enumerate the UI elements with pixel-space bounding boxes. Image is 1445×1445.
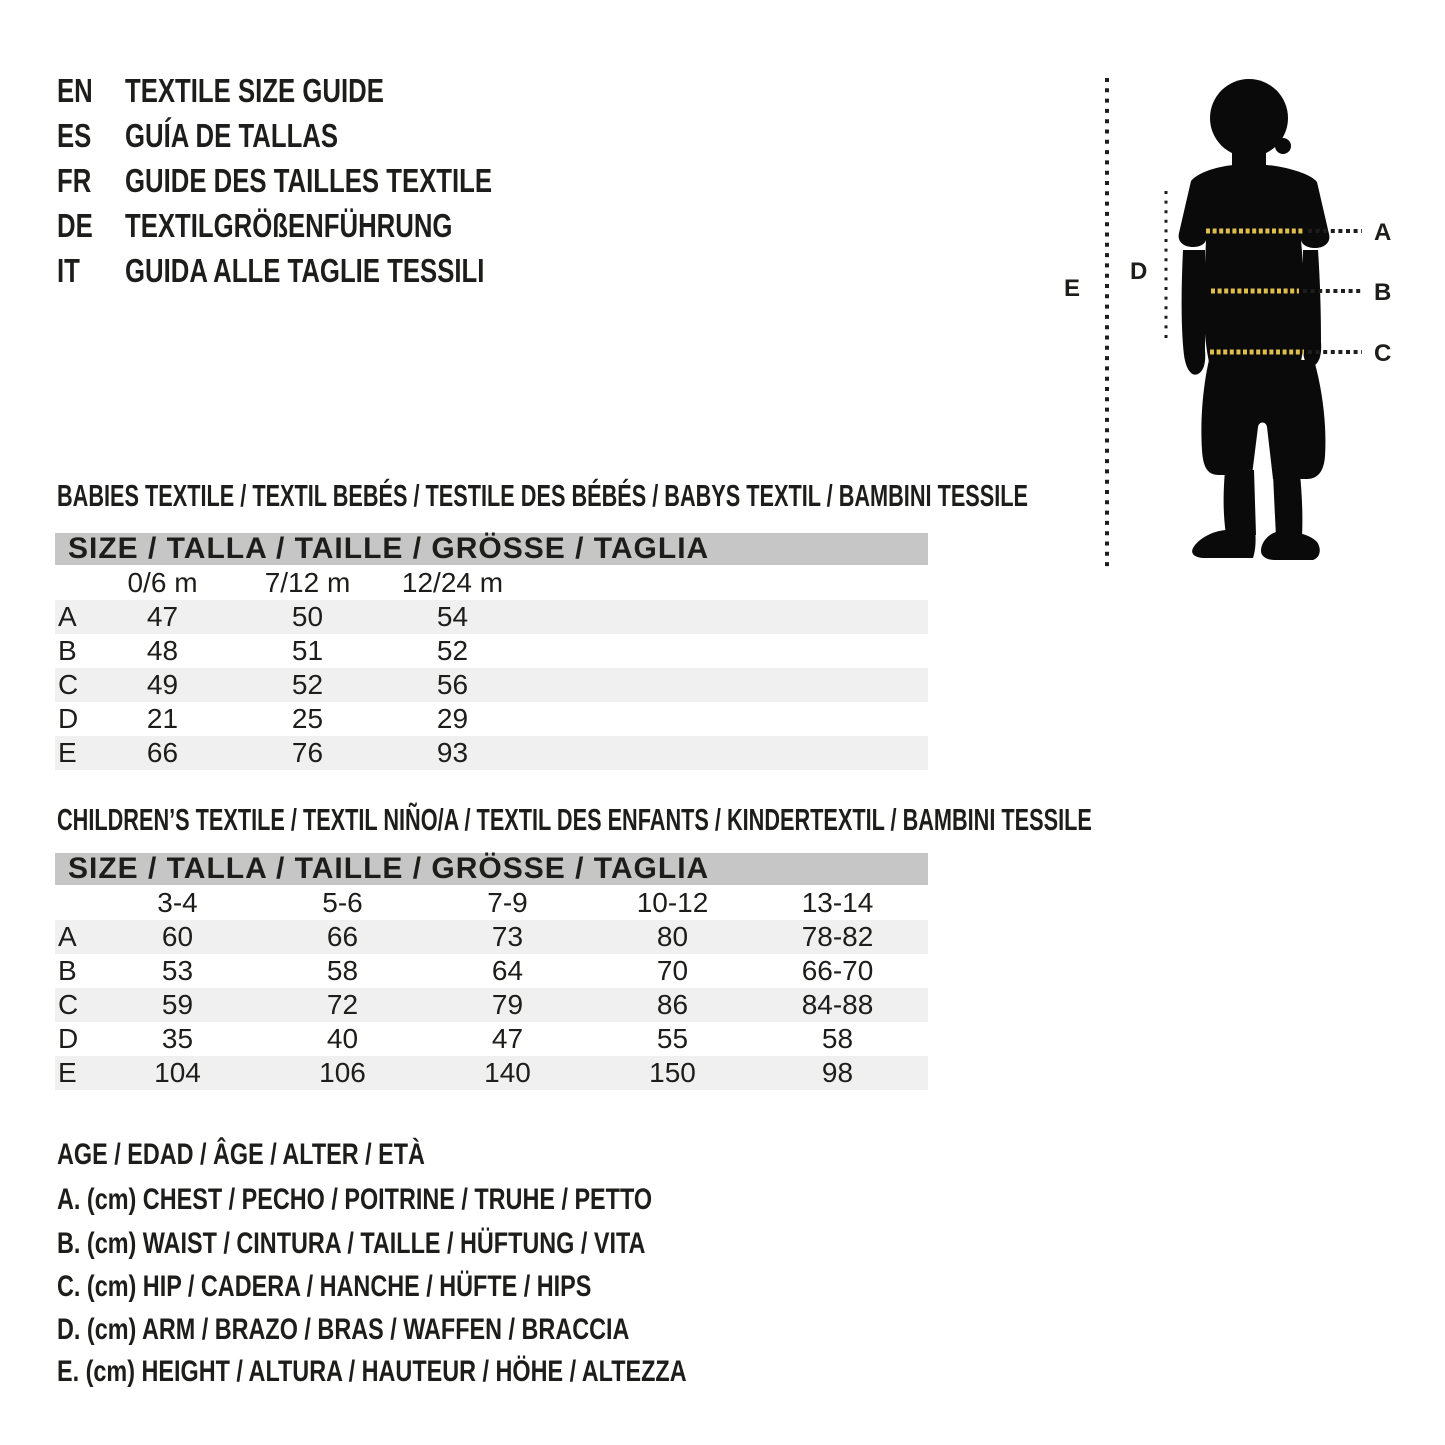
children-size-table	[55, 853, 928, 1090]
table-cell: 56	[436, 669, 469, 700]
column-header: 10-12	[636, 886, 709, 918]
table-cell: 98	[821, 1057, 854, 1088]
legend-item-arm	[57, 1312, 791, 1348]
table-cell: 66	[146, 737, 179, 768]
figure-label-b: B	[1374, 279, 1392, 306]
figure-label-d: D	[1130, 258, 1148, 285]
table-cell: 48	[146, 635, 179, 666]
table-cell: 70	[656, 955, 689, 986]
row-label: D	[58, 703, 79, 734]
row-label: C	[58, 989, 79, 1020]
table-cell: 40	[326, 1023, 359, 1054]
row-label: A	[58, 601, 77, 632]
table-cell: 66-70	[801, 955, 874, 986]
row-label: D	[58, 1023, 79, 1054]
column-header: 7-9	[487, 886, 528, 918]
legend-text: AGE / EDAD / ÂGE / ALTER / ETÀ	[57, 1138, 425, 1171]
table-cell: 47	[146, 601, 179, 632]
column-header: 12/24 m	[401, 566, 504, 598]
table-cell: 79	[491, 989, 524, 1020]
legend-item-waist	[57, 1226, 811, 1262]
table-column-header-row	[55, 565, 928, 600]
table-cell: 25	[291, 703, 324, 734]
table-cell: 21	[146, 703, 179, 734]
table-header-bar	[55, 533, 928, 565]
table-cell: 29	[436, 703, 469, 734]
table-cell: 49	[146, 669, 179, 700]
table-row	[55, 954, 928, 988]
table-cell: 78-82	[801, 921, 874, 952]
table-cell: 64	[491, 955, 524, 986]
table-cell: 104	[154, 1057, 201, 1088]
row-label: A	[58, 921, 77, 952]
table-cell: 84-88	[801, 989, 874, 1020]
children-section-title	[57, 803, 1445, 837]
table-cell: 106	[319, 1057, 366, 1088]
row-label: B	[58, 635, 77, 666]
column-header: 7/12 m	[264, 566, 351, 598]
table-cell: 47	[491, 1023, 524, 1054]
lang-code: ES	[57, 117, 92, 154]
column-header: 5-6	[322, 886, 363, 918]
table-row	[55, 1056, 928, 1090]
table-cell: 58	[821, 1023, 854, 1054]
table-cell: 52	[291, 669, 324, 700]
figure-label-e: E	[1064, 275, 1081, 302]
table-header-bar	[55, 853, 928, 885]
table-cell: 73	[491, 921, 524, 952]
table-header-label: SIZE / TALLA / TAILLE / GRÖSSE / TAGLIA	[68, 532, 710, 565]
row-label: E	[58, 1057, 77, 1088]
babies-section-title	[57, 479, 1444, 513]
table-header-label: SIZE / TALLA / TAILLE / GRÖSSE / TAGLIA	[68, 852, 710, 885]
table-cell: 80	[656, 921, 689, 952]
lang-code: DE	[57, 207, 93, 244]
lang-title: TEXTILE SIZE GUIDE	[125, 72, 384, 109]
table-cell: 72	[326, 989, 359, 1020]
table-cell: 150	[649, 1057, 696, 1088]
table-cell: 35	[161, 1023, 194, 1054]
lang-title: GUIDE DES TAILLES TEXTILE	[125, 162, 493, 199]
legend-text: E. (cm) HEIGHT / ALTURA / HAUTEUR / HÖHE / ALTEZZA	[57, 1355, 687, 1388]
table-cell: 140	[484, 1057, 531, 1088]
column-header: 3-4	[157, 886, 198, 918]
legend-item-hip	[57, 1269, 742, 1305]
legend-item-height	[57, 1354, 864, 1390]
table-row	[55, 920, 928, 954]
table-cell: 58	[326, 955, 359, 986]
legend-text: C. (cm) HIP / CADERA / HANCHE / HÜFTE / HIPS	[57, 1270, 592, 1303]
lang-code: IT	[57, 252, 80, 289]
table-cell: 53	[161, 955, 194, 986]
figure-label-a: A	[1374, 219, 1392, 246]
table-row	[55, 1022, 928, 1056]
table-cell: 66	[326, 921, 359, 952]
table-cell: 59	[161, 989, 194, 1020]
legend-text: D. (cm) ARM / BRAZO / BRAS / WAFFEN / BRACCIA	[57, 1313, 630, 1346]
table-row	[55, 736, 928, 770]
lang-code: EN	[57, 72, 93, 109]
figure-label-c: C	[1374, 340, 1392, 367]
legend-age-line	[57, 1137, 529, 1173]
column-header: 13-14	[801, 886, 874, 918]
table-cell: 55	[656, 1023, 689, 1054]
table-cell: 76	[291, 737, 324, 768]
legend-text: A. (cm) CHEST / PECHO / POITRINE / TRUHE / PETTO	[57, 1183, 653, 1216]
column-header: 0/6 m	[127, 566, 198, 598]
table-cell: 86	[656, 989, 689, 1020]
row-label: B	[58, 955, 77, 986]
table-row	[55, 988, 928, 1022]
legend-item-chest	[57, 1182, 820, 1218]
table-cell: 60	[161, 921, 194, 952]
lang-code: FR	[57, 162, 92, 199]
babies-size-table	[55, 533, 928, 770]
babies-section-title-text: BABIES TEXTILE / TEXTIL BEBÉS / TESTILE DES BÉBÉS / BABYS TEXTIL / BAMBINI TESSILE	[57, 478, 1029, 513]
table-column-header-row	[55, 885, 928, 920]
table-cell: 52	[436, 635, 469, 666]
table-cell: 51	[291, 635, 324, 666]
lang-title: TEXTILGRÖßENFÜHRUNG	[125, 207, 453, 244]
table-row	[55, 668, 928, 702]
table-cell: 50	[291, 601, 324, 632]
row-label: C	[58, 669, 79, 700]
lang-title: GUÍA DE TALLAS	[125, 117, 339, 154]
legend-text: B. (cm) WAIST / CINTURA / TAILLE / HÜFTUNG / VITA	[57, 1227, 646, 1260]
table-row	[55, 634, 928, 668]
children-section-title-text: CHILDREN’S TEXTILE / TEXTIL NIÑO/A / TEXTIL DES ENFANTS / KINDERTEXTIL / BAMBINI TESSILE	[57, 802, 1092, 837]
table-row	[55, 702, 928, 736]
table-cell: 93	[436, 737, 469, 768]
row-label: E	[58, 737, 77, 768]
table-row	[55, 600, 928, 634]
table-cell: 54	[436, 601, 469, 632]
lang-title: GUIDA ALLE TAGLIE TESSILI	[125, 252, 485, 289]
